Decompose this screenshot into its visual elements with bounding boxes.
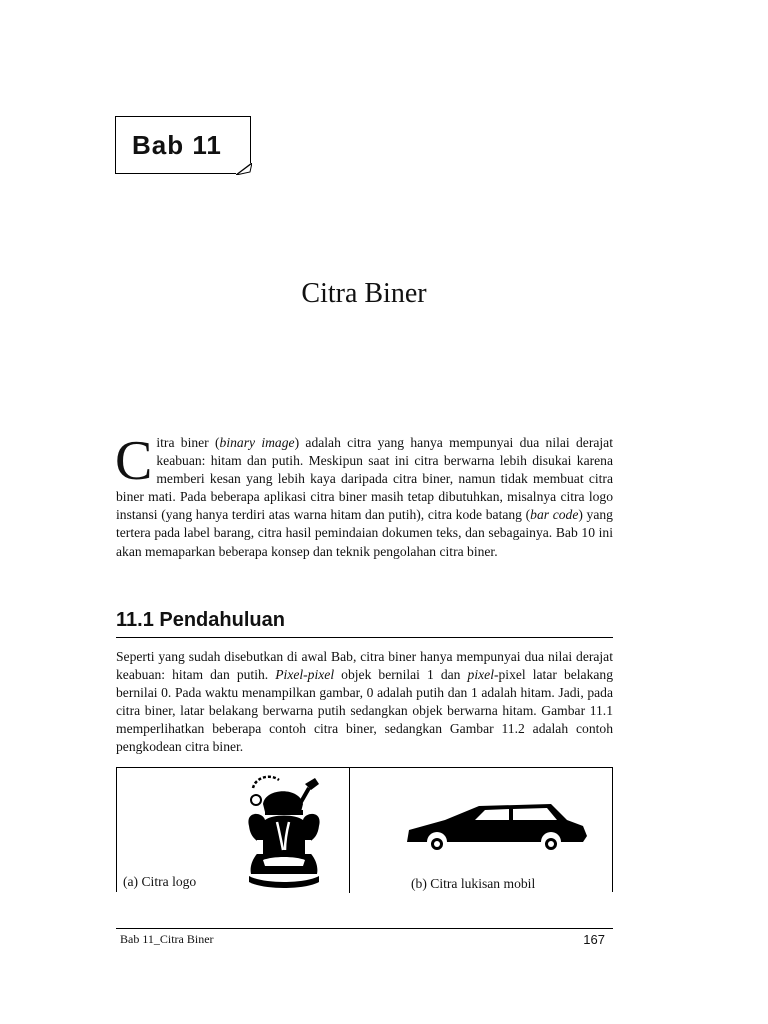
intro-text-3: ) yang tertera pada label barang, citra hasil pemindaian dokumen teks, dan sebagainya. Bab 10 ini akan memaparkan beberapa konsep dan teknik pengolahan citra biner.	[116, 507, 613, 559]
car-image	[401, 798, 591, 860]
section-heading: 11.1 Pendahuluan	[116, 609, 285, 631]
logo-image	[243, 774, 325, 890]
folded-corner-icon	[236, 163, 252, 175]
intro-paragraph	[115, 430, 613, 561]
section-text-2: objek bernilai 1 dan	[334, 667, 468, 683]
intro-text-1: itra biner (	[156, 435, 220, 450]
caption-logo: (a) Citra logo	[123, 874, 197, 889]
page-number: 167	[583, 932, 605, 947]
intro-term-bar-code: bar code	[530, 507, 579, 523]
figure-divider	[349, 768, 350, 893]
section-text-1: Seperti yang sudah disebutkan di awal Bab, citra biner hanya mempunyai dua nilai derajat keabuan: hitam dan putih.	[116, 649, 613, 683]
section-paragraph	[116, 648, 613, 757]
section-term-pixel: pixel	[467, 667, 494, 683]
footer-divider	[116, 928, 613, 929]
intro-term-binary-image: binary image	[219, 435, 295, 450]
chapter-label: Bab 11	[132, 129, 222, 160]
figure-frame	[116, 767, 613, 892]
intro-text-2: ) adalah citra yang hanya mempunyai dua nilai derajat keabuan: hitam dan putih. Meskipun saat ini citra berwarna lebih disukai karena memberi kesan yang lebih kaya daripada citra biner, namun tidak membuat citra biner mati. Pada beberapa aplikasi citra biner masih tetap dibutuhkan, misalnya citra logo instansi (yang hanya terdiri atas warna hitam dan putih), citra kode batang (	[116, 435, 613, 523]
drop-cap: C	[115, 430, 153, 492]
chapter-title: Citra Biner	[301, 278, 427, 309]
footer-chapter: Bab 11_Citra Biner	[120, 932, 214, 946]
caption-car: (b) Citra lukisan mobil	[411, 876, 536, 891]
section-term-pixel-pixel: Pixel-pixel	[275, 667, 335, 683]
section-text-3: -pixel latar belakang bernilai 0. Pada waktu menampilkan gambar, 0 adalah putih dan 1 adalah hitam. Jadi, pada citra biner, latar belakang berwarna putih sedangkan objek berwarna hitam. Gambar 11.1 memperlihatkan beberapa contoh citra biner, sedangkan Gambar 11.2 adalah contoh pengkodean citra biner.	[116, 667, 614, 755]
section-divider	[116, 637, 613, 638]
chapter-label-box	[115, 116, 251, 174]
